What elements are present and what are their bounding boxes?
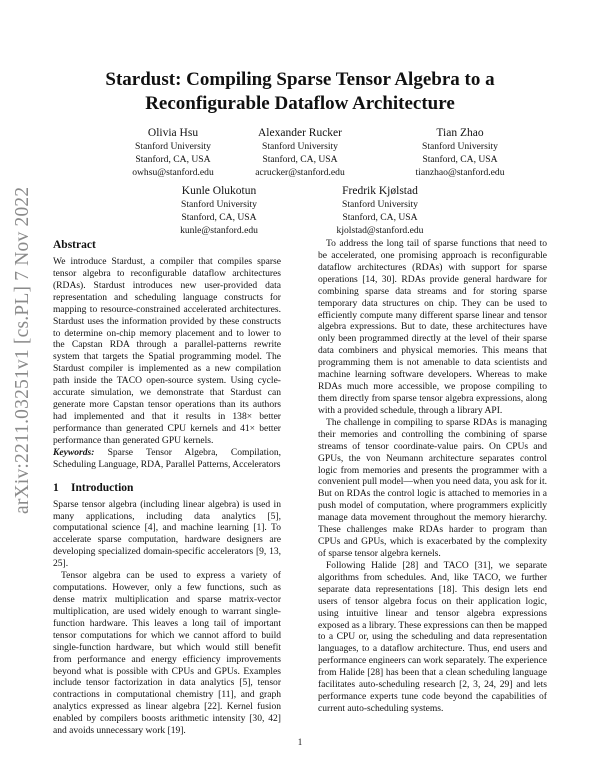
author-affiliation: Stanford University [422,141,498,152]
section-heading [53,481,281,495]
paragraph: Following Halide [28] and TACO [31], we separate algorithms from schedules. And, like TACO, we further separate data representations [18]. This design lets end users of tensor algebra focus on their application logic, using intuitive linear and tensor algebra expressions exposed as a library. These expressions can then be mapped to a CPU or, using the scheduling and data representation languages, to a dataflow architecture. Thus, end users and performance engineers can work separately. The experience from Halide [28] has been that a clean scheduling language facilitates auto-scheduling research [2, 3, 24, 29] and lets performance experts tune code beyond the capabilities of current auto-scheduling systems. [318,559,547,714]
author-name: Olivia Hsu [147,127,199,139]
keywords [53,447,281,471]
author-name: Alexander Rucker [258,127,342,139]
author-email: owhsu@stanford.edu [132,166,214,178]
paragraph: Sparse tensor algebra (including linear algebra) is used in many applications, including data analytics [5], computational science [4], and machine learning [1]. To accelerate sparse computation, hardware designers are developing specialized domain-specific accelerators [9, 13, 25]. [53,498,281,570]
abstract-text: We introduce Stardust, a compiler that compiles sparse tensor algebra to reconfigurable dataflow architectures (RDAs). Stardust introduces new user-provided data representation and scheduling language constructs for mapping to resource-constrained accelerated architectures. Stardust uses the information provided by these constructs to determine on-chip memory placement and to lower to the Capstan RDA through a parallel-patterns rewrite system that targets the Spatial programming model. The Stardust compiler is implemented as a new compilation path inside the TACO open-source system. Using cycle-accurate simulation, we demonstrate that Stardust can generate more Capstan tensor operations than its authors had implemented and that it results in 138× better performance than generated CPU kernels and 41× better performance than generated GPU kernels. [53,256,281,446]
paragraph: Tensor algebra can be used to express a variety of computations. However, only a few functions, such as dense matrix multiplication and sparse matrix-vector multiplication, are used widely enough to warrant single-function hardware. This leaves a long tail of important tensor computations for which we cannot afford to build single-function hardware, but which would still benefit from performance and energy efficiency improvements beyond what is possible with CPUs and GPUs. Examples include tensor factorization in data analytics [5], tensor contractions in computational chemistry [11], and graph analytics expressed as linear algebra [22]. Kernel fusion enabled by compilers boosts arithmetic intensity [30, 42] and avoids unnecessary work [19]. [53,570,281,737]
author-block [385,126,535,179]
author-location: Stanford, CA, USA [262,153,338,165]
right-column [318,238,547,715]
page-number: 1 [297,737,303,747]
author-affiliation: Stanford University [262,141,338,152]
section-title: Introduction [71,481,134,494]
author-name: Tian Zhao [436,127,484,139]
author-email: kjolstad@stanford.edu [336,224,424,236]
author-affiliation: Stanford University [181,199,257,210]
author-name: Kunle Olukotun [181,185,257,197]
arxiv-identifier: arXiv:2211.03251v1 [cs.PL] 7 Nov 2022 [12,186,33,514]
author-email: tianzhao@stanford.edu [415,166,505,178]
author-email: acrucker@stanford.edu [255,166,345,178]
author-block [144,184,294,237]
paragraph: To address the long tail of sparse functions that need to be accelerated, one promising approach is reconfigurable dataflow architectures (RDAs) with support for sparse operations [14, 30]. RDAs provide general hardware for combining sparse data streams and for storing sparse temporary data structures on chip. They can be used to efficiently compute many different sparse linear and tensor algebra expressions. But to date, these architectures have only been programmed directly at the level of their sparse data combiners and physical memories. This means that programming them is not amenable to data scientists and machine learning software developers. Whereas to make RDAs much more accessible, we propose compiling to them directly from sparse tensor algebra expressions, along with a provided schedule, through a library API. [318,238,547,416]
author-name: Fredrik Kjølstad [342,185,418,197]
author-location: Stanford, CA, USA [181,211,257,223]
author-location: Stanford, CA, USA [342,211,418,223]
author-location: Stanford, CA, USA [422,153,498,165]
author-affiliation: Stanford University [342,199,418,210]
paragraph: The challenge in compiling to sparse RDAs is managing their memories and controlling the combining of sparse streams of tensor coordinate-value pairs. On CPUs and GPUs, the von Neumann architecture separates control logic from memories and presents the programmer with a convenient pull model—when you need data, you ask for it. But on RDAs the control logic is attached to memories in a push model of computation, where programmers explicitly manage data movement throughout the memory hierarchy. These challenges make RDAs harder to program than CPUs and GPUs, which is exacerbated by the complexity of sparse tensor algebra kernels. [318,416,547,559]
author-block [305,184,455,237]
keywords-label: Keywords: [53,446,95,458]
author-location: Stanford, CA, USA [135,153,211,165]
abstract-heading: Abstract [53,239,96,251]
section-number: 1 [53,481,59,494]
keywords-text: Sparse Tensor Algebra, Compilation, Scheduling Language, RDA, Parallel Patterns, Accelerators [53,446,282,470]
author-affiliation: Stanford University [135,141,211,152]
author-email: kunle@stanford.edu [180,224,258,236]
author-block [225,126,375,179]
left-column [53,238,281,737]
paper-title: Stardust: Compiling Sparse Tensor Algebra to a Reconfigurable Dataflow Architecture [105,69,495,114]
